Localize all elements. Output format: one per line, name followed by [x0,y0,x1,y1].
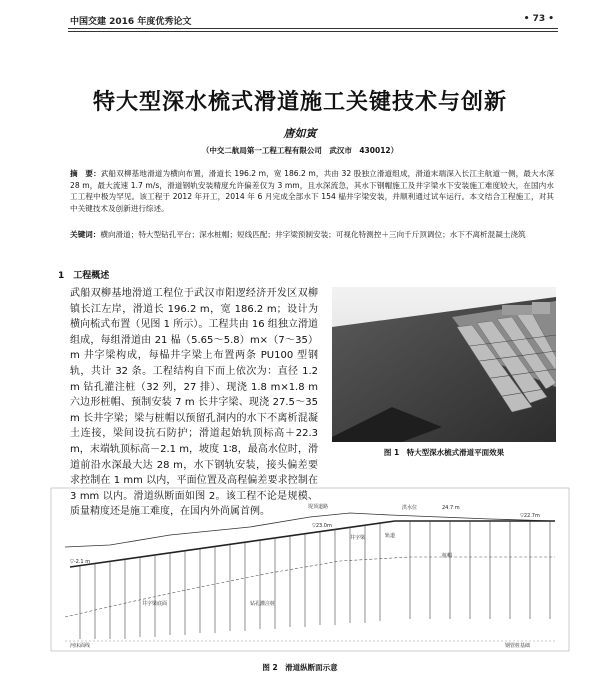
label-beam: 井字梁 [350,535,366,541]
figure2-caption: 图 2 滑道纵断面示意 [262,663,338,672]
author: 唐如寅 [283,127,317,140]
label-flood-level: 洪水位 [402,505,418,511]
abstract-text: 武船双柳基地滑道为横向布置，滑道长 196.2 m，宽 186.2 m，共由 32 股独立滑道组成，滑道末端深入长江主航道一侧，最大水深 28 m，最大流速 1.7 m/s，滑道钢轨安装精度允许偏差仅为 3 mm，且水深流急，其水下钢帽施工及井字梁水下安装施工难度较大，在国内水工工程中极为罕见。该工程于 2012 年开工，2014 年 6 月完成全部水下 154 榀井字梁安装，并顺利通过试车运行。本文结合工程施工，对其中关键技术及创新进行综述。 [70,169,555,213]
slipway-section-diagram [50,487,570,652]
affiliation: （中交二航局第一工程工程有限公司 武汉市 430012） [201,146,399,155]
slipway-deck [70,521,395,567]
header-rule-thin [68,31,558,32]
label-pile: 桩帽 [442,553,453,559]
slipway-photo [332,287,556,442]
paper-title: 特大型深水梳式滑道施工关键技术与创新 [92,89,507,115]
label-levee: 堤顶道路 [308,504,329,510]
label-level-left: ▽23.0m [312,523,332,529]
journal-header: 中国交建 2016 年度优秀论文 [70,17,192,27]
label-level-right: ▽22.7m [520,513,540,519]
section-heading: 1 工程概述 [58,271,110,281]
keywords [70,229,554,241]
figure1-caption: 图 1 特大型深水梳式滑道平面效果 [383,448,505,457]
header-rule-thick [68,28,558,29]
section-body: 武船双柳基地滑道工程位于武汉市阳逻经济开发区双柳镇长江左岸，滑道长 196.2 m，宽 186.2 m；设计为横向梳式布置（见图 1 所示）。工程共由 16 组独立滑道组成，每组滑道由 21 榀（5.65～5.8）m×（7～35）m 井字梁构成，每榀井字梁上布置两条 PU100 型钢轨，共计 32 条。工程结构自下而上依次为：直径 1.2 m 钻孔灌注桩（32 列，27 排）、现浇 1.8 m×1.8 m 六边形桩帽、预制安装 7 m 长井字梁、现浇 27.5～35 m 长井字梁；梁与桩帽以预留孔洞内的水下不离析混凝土连接，梁间设抗石防护；滑道起始轨顶标高＋22.3 m，末端轨顶标高－2.1 m，坡度 1∶8，最高水位时，滑道前沿水深最大达 28 m，水下钢轨安装，接头偏差要求控制在 1 mm 以内，平面位置及高程偏差要求控制在 3 mm 以内。滑道纵断面如图 2。该工程不论是规模、质量精度还是施工难度，在国内外尚属首例。 [70,288,318,518]
label-left-note: 河床面线 [70,643,91,649]
diagram-frame [51,488,569,651]
keywords-label: 关键词： [70,230,101,239]
label-water-right: 24.7 m [442,505,460,511]
label-beam-bottom: 井字梁底面 [142,601,168,607]
abstract-label: 摘 要： [70,169,101,178]
label-rail: 轨道 [385,533,396,539]
page-number: • 73 • [523,14,554,24]
riverbed-line [65,557,555,617]
keywords-text: 横向滑道；特大型钻孔平台；深水桩帽；短线匹配；井字梁预制安装；可视化特测控＋三向千斤顶调位；水下不离析混凝土浇筑 [100,230,526,239]
ground-profile [65,513,555,547]
piles [80,521,550,639]
slipway-photo-illustration [332,287,556,442]
abstract [70,168,554,214]
label-right-note: 钢管桩基础 [505,643,531,649]
label-bottom-level: ▽-2.1 m [70,559,91,565]
label-pile-bottom: 钻孔灌注桩 [250,601,276,607]
